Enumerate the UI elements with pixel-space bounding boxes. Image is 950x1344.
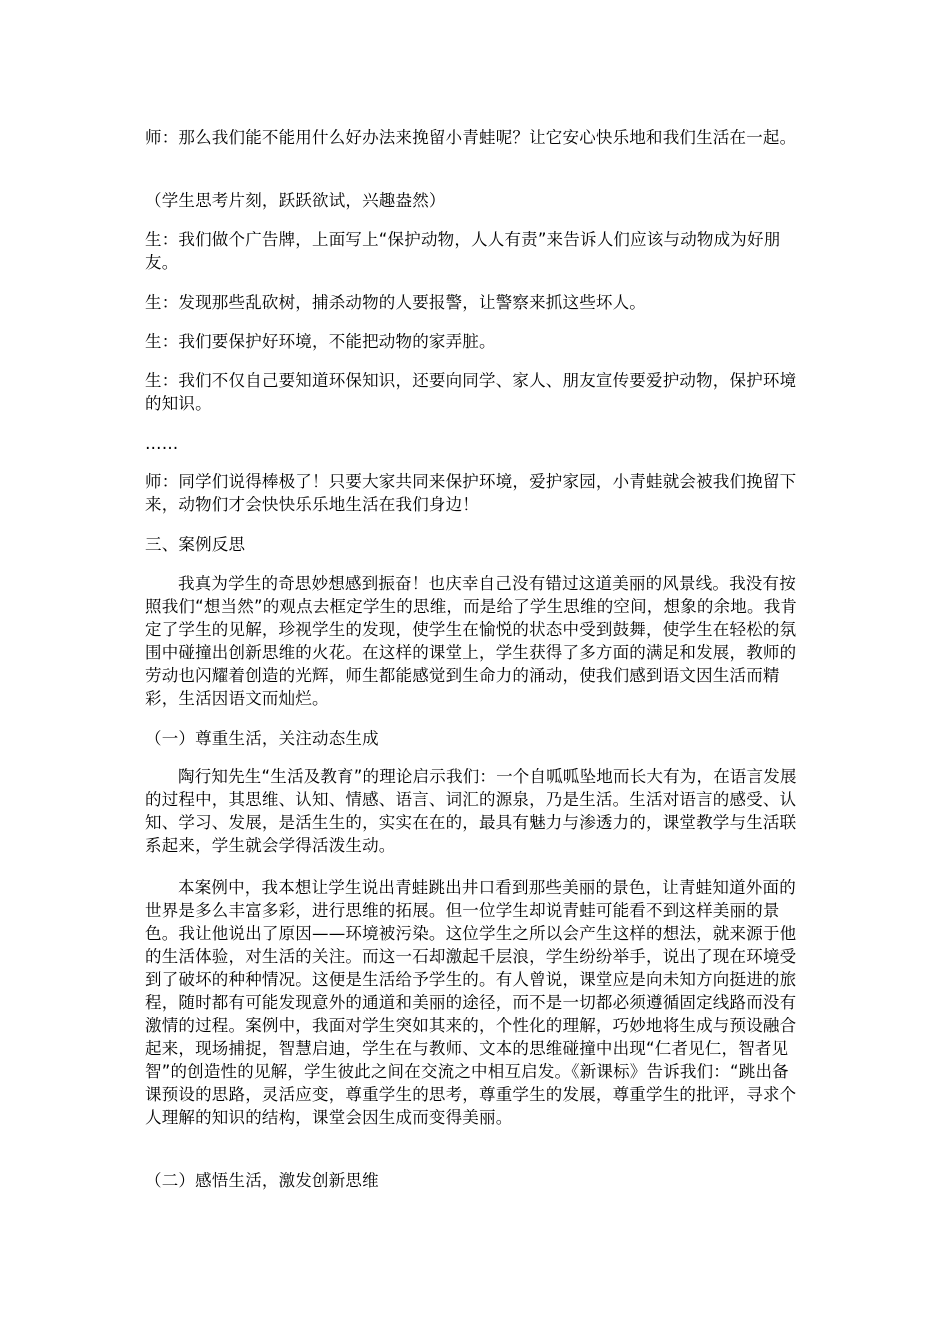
dialogue-teacher-1: 师：那么我们能不能用什么好办法来挽留小青蛙呢？让它安心快乐地和我们生活在一起。 [145, 128, 797, 147]
ellipsis: …… [145, 434, 179, 453]
subheading-2: （二）感悟生活，激发创新思维 [145, 1171, 379, 1190]
stage-direction: （学生思考片刻，跃跃欲试，兴趣盎然） [145, 191, 446, 210]
subheading-1: （一）尊重生活，关注动态生成 [145, 729, 379, 748]
dialogue-student-2: 生：发现那些乱砍树，捕杀动物的人要报警，让警察来抓这些坏人。 [145, 293, 646, 312]
dialogue-teacher-2: 师：同学们说得棒极了！只要大家共同来保护环境，爱护家园，小青蛙就会被我们挽留下来，动物们才会快快乐乐地生活在我们身边！ [145, 472, 797, 514]
dialogue-student-4: 生：我们不仅自己要知道环保知识，还要向同学、家人、朋友宣传要爱护动物，保护环境的知识。 [145, 371, 797, 413]
reflection-paragraph: 我真为学生的奇思妙想感到振奋！也庆幸自己没有错过这道美丽的风景线。我没有按照我们“想当然”的观点去框定学生的思维，而是给了学生思维的空间，想象的余地。我肯定了学生的见解，珍视学生的发现，使学生在愉悦的状态中受到鼓舞，使学生在轻松的氛围中碰撞出创新思维的火花。在这样的课堂上，学生获得了多方面的满足和发展，教师的劳动也闪耀着创造的光辉，师生都能感觉到生命力的涌动，使我们感到语文因生活而精彩，生活因语文而灿烂。 [145, 574, 798, 708]
body-paragraph-1: 陶行知先生“生活及教育”的理论启示我们：一个自呱呱坠地而长大有为，在语言发展的过程中，其思维、认知、情感、语言、词汇的源泉，乃是生活。生活对语言的感受、认知、学习、发展，是活生生的，实实在在的，最具有魅力与渗透力的，课堂教学与生活联系起来，学生就会学得活泼生动。 [145, 767, 797, 855]
dialogue-student-1: 生：我们做个广告牌，上面写上“保护动物，人人有责”来告诉人们应该与动物成为好朋友。 [145, 230, 781, 272]
dialogue-student-3: 生：我们要保护好环境，不能把动物的家弄脏。 [145, 332, 496, 351]
section-heading-reflection: 三、案例反思 [145, 535, 246, 554]
body-paragraph-2: 本案例中，我本想让学生说出青蛙跳出井口看到那些美丽的景色，让青蛙知道外面的世界是多么丰富多彩，进行思维的拓展。但一位学生却说青蛙可能看不到这样美丽的景色。我让他说出了原因——环境被污染。这位学生之所以会产生这样的想法，就来源于他的生活体验，对生活的关注。而这一石却激起千层浪，学生纷纷举手，说出了现在环境受到了破坏的种种情况。这便是生活给予学生的。有人曾说，课堂应是向未知方向挺进的旅程，随时都有可能发现意外的通道和美丽的途径，而不是一切都必须遵循固定线路而没有激情的过程。案例中，我面对学生突如其来的，个性化的理解，巧妙地将生成与预设融合起来，现场捕捉，智慧启迪，学生在与教师、文本的思维碰撞中出现“仁者见仁，智者见智”的创造性的见解，学生彼此之间在交流之中相互启发。《新课标》告诉我们：“跳出备课预设的思路，灵活应变，尊重学生的思考，尊重学生的发展，尊重学生的批评，寻求个人理解的知识的结构，课堂会因生成而变得美丽。 [145, 878, 797, 1127]
